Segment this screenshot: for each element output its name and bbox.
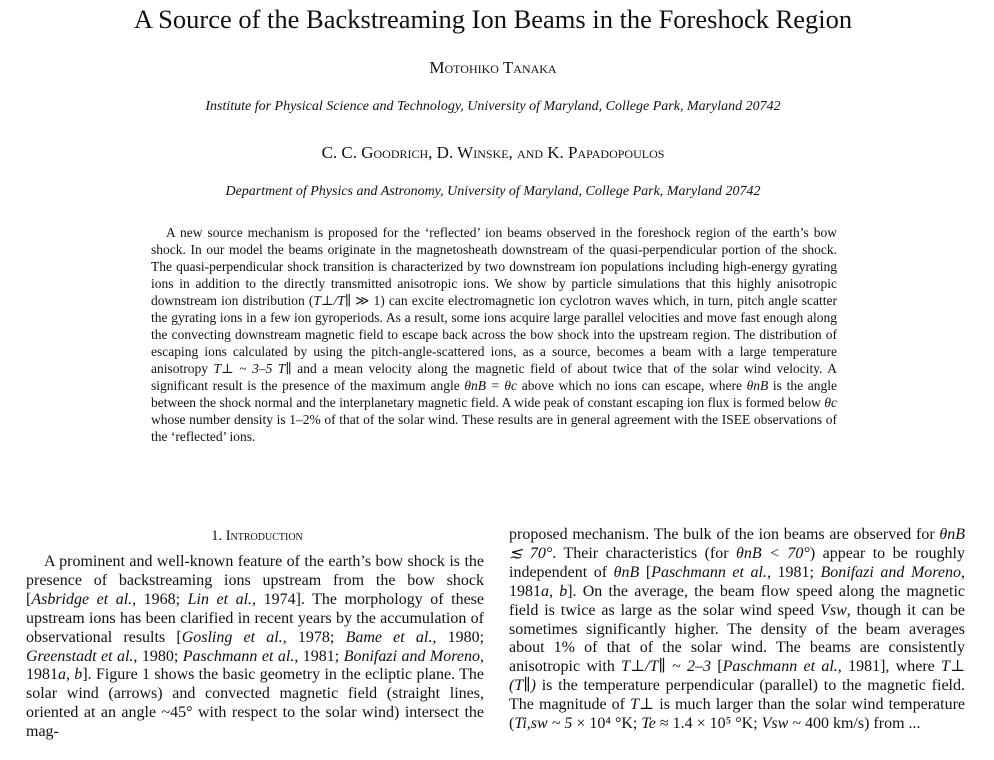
abstract-text: ≫ 1) can excite electromagnetic ion cyclotron waves which, in turn, pitch angle scatter the gyrating ions in a few ion gyroperiods. As a result, some ions acquire large parallel velocities and move fast enough along the convecting downstream magnetic field to escape back across the bow shock into the upstream region. The distribution of escaping ions calculated by using the pitch-angle-scattered ions, as a source, becomes a beam with a large temperature anisotropy bbox=[151, 293, 838, 376]
citation: Asbridge et al. bbox=[31, 590, 133, 608]
author-line-1: Motohiko Tanaka bbox=[429, 58, 557, 77]
right-column bbox=[509, 526, 965, 734]
body-text: is the temperature perpendicular (parallel) to the magnetic field. The magnitude of bbox=[509, 677, 965, 714]
citation: Paschmann et al. bbox=[182, 647, 295, 665]
abstract-math: θnB = θc bbox=[464, 378, 518, 393]
inline-math: θnB ≲ 70° bbox=[509, 526, 965, 562]
body-text: ]. Figure 1 shows the basic geometry in the ecliptic plane. The solar wind (arrows) and convected magnetic field (straight lines, oriented at an angle ~45° with respect to the solar wind) intersect the mag- bbox=[26, 666, 485, 741]
body-text: , 1980; bbox=[432, 628, 485, 646]
inline-math: Vsw bbox=[820, 601, 847, 619]
body-text: ]. On the average, the beam flow speed along the magnetic field is twice as large as the solar wind speed bbox=[509, 582, 966, 619]
inline-math: θnB bbox=[613, 563, 640, 581]
citation: Paschmann et al. bbox=[722, 658, 838, 676]
body-text: , 1981 bbox=[26, 647, 484, 684]
abstract-paragraph bbox=[151, 224, 837, 445]
inline-math: Ti,sw ~ 5 bbox=[514, 715, 573, 733]
body-text: , 1968; bbox=[132, 590, 188, 608]
inline-math: T⊥ (T∥) bbox=[509, 658, 965, 695]
body-text: A prominent and well-known feature of the earth’s bow shock is the presence of backstreaming ions upstream from the bow shock [ bbox=[26, 553, 484, 608]
abstract-text: and a mean velocity along the magnetic field of about twice that of the solar wind velocity. A significant result is the presence of the maximum angle bbox=[151, 361, 837, 393]
abstract-text: is the angle between the shock normal and the interplanetary magnetic field. A wide peak of constant escaping ion flux is formed below bbox=[151, 378, 837, 410]
citation: Greenstadt et al. bbox=[26, 647, 134, 665]
abstract-math: θc bbox=[824, 395, 837, 410]
section-heading-introduction: 1. Introduction bbox=[211, 528, 303, 544]
body-text: , 1981 bbox=[509, 563, 966, 600]
inline-math: Vsw bbox=[761, 715, 789, 733]
citation: a, b bbox=[541, 582, 568, 600]
inline-math: θnB < 70° bbox=[736, 544, 810, 562]
body-text: [ bbox=[639, 563, 652, 581]
citation: Lin et al. bbox=[187, 590, 253, 608]
body-text: ) appear to be roughly independent of bbox=[509, 544, 965, 581]
body-text: , 1981; bbox=[766, 563, 821, 581]
inline-math: Te bbox=[641, 715, 656, 733]
inline-math: T⊥ bbox=[630, 696, 655, 714]
author-line-2: C. C. Goodrich, D. Winske, and K. Papadopoulos bbox=[321, 143, 665, 162]
body-text: ~ 400 km/s) from ... bbox=[788, 715, 921, 733]
body-text: × 10⁴ °K; bbox=[572, 715, 642, 733]
abstract-text: above which no ions can escape, where bbox=[517, 378, 747, 393]
abstract-text: whose number density is 1–2% of that of the solar wind. These results are in general agreement with the ISEE observations of the ‘reflected’ ions. bbox=[151, 412, 837, 444]
abstract-text: A new source mechanism is proposed for the ‘reflected’ ion beams observed in the foreshock region of the earth’s bow shock. In our model the beams originate in the magnetosheath downstream of the quasi-perpendicular portion of the shock. The quasi-perpendicular shock transition is characterized by two downstream ion populations including high-energy gyrating ions in addition to the directly transmitted anisotropic ions. We show by particle simulations that this highly anisotropic downstream ion distribution ( bbox=[151, 225, 837, 308]
body-text: [ bbox=[710, 658, 723, 676]
body-text: , 1981], where bbox=[837, 658, 942, 676]
left-column bbox=[26, 553, 484, 742]
body-text: , 1980; bbox=[133, 647, 183, 665]
paper-title: A Source of the Backstreaming Ion Beams in the Foreshock Region bbox=[133, 4, 853, 34]
intro-paragraph-continued bbox=[509, 526, 965, 734]
abstract-math: T⊥ ~ 3–5 T∥ bbox=[213, 361, 292, 376]
body-text: , 1974]. The morphology of these upstream ions has been clarified in recent years by the accumulation of observational results [ bbox=[26, 590, 485, 646]
body-text: . Their characteristics (for bbox=[552, 544, 737, 562]
affiliation-line-2: Department of Physics and Astronomy, University of Maryland, College Park, Maryland 20742 bbox=[225, 184, 761, 199]
body-text: ≈ 1.4 × 10⁵ °K; bbox=[655, 715, 762, 733]
abstract bbox=[151, 224, 837, 445]
affiliation-line-1: Institute for Physical Science and Technology, University of Maryland, College Park, Maryland 20742 bbox=[205, 99, 781, 114]
body-text: proposed mechanism. The bulk of the ion beams are observed for bbox=[509, 526, 940, 543]
body-text: , 1981; bbox=[294, 647, 344, 665]
citation: Bonifazi and Moreno bbox=[820, 563, 962, 581]
intro-paragraph bbox=[26, 553, 484, 742]
citation: Bonifazi and Moreno bbox=[343, 647, 480, 665]
body-text: is much larger than the solar wind temperature ( bbox=[509, 696, 966, 733]
citation: Gosling et al. bbox=[181, 628, 283, 646]
citation: Paschmann et al. bbox=[651, 563, 767, 581]
abstract-math: T⊥/T∥ bbox=[313, 293, 352, 308]
inline-math: T⊥/T∥ ~ 2–3 bbox=[621, 658, 711, 676]
citation: a, b bbox=[58, 666, 83, 684]
citation: Bame et al. bbox=[345, 628, 433, 646]
body-text: , though it can be sometimes significantly higher. The density of the beam averages about 1% of that of the solar wind. The beams are consistently anisotropic with bbox=[509, 601, 966, 676]
body-text: , 1978; bbox=[282, 628, 346, 646]
abstract-math: θnB bbox=[746, 378, 769, 393]
